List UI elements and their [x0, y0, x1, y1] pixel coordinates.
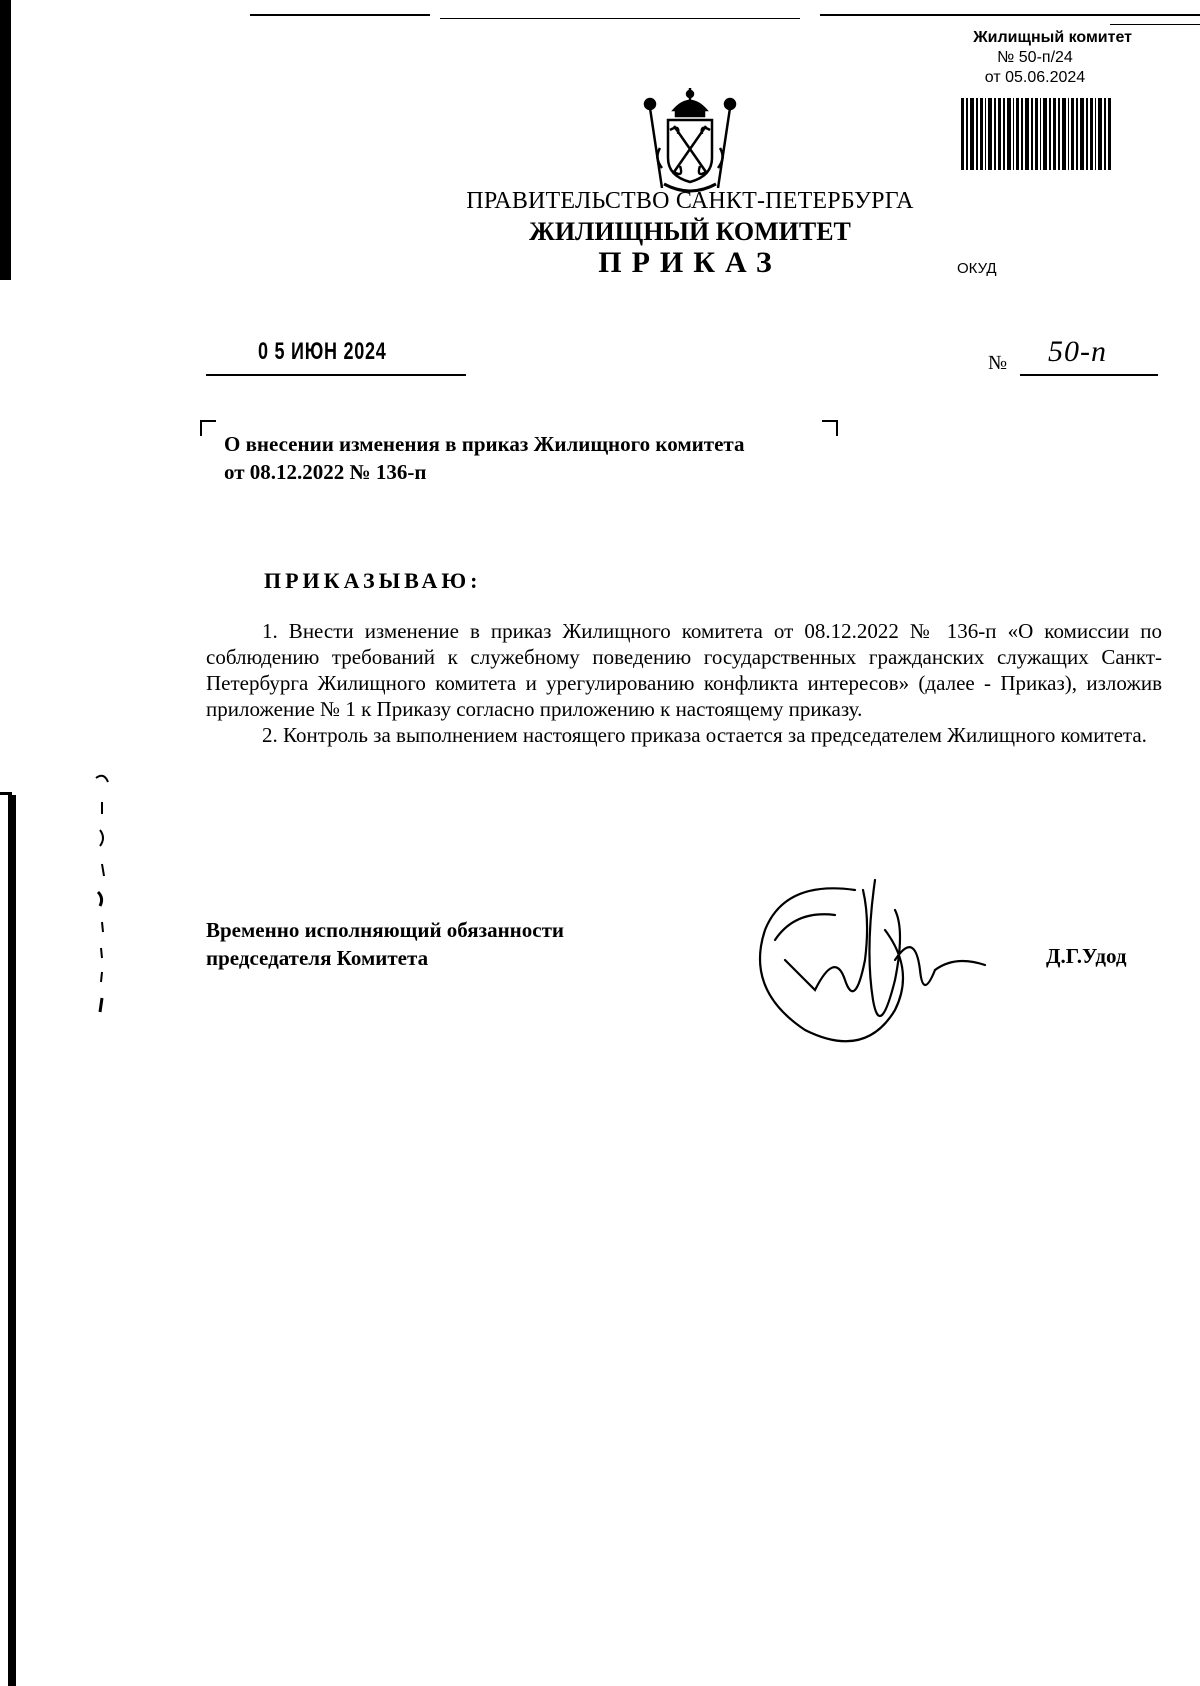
barcode-icon [961, 98, 1111, 170]
date-underline [206, 374, 466, 376]
subject-line-2: от 08.12.2022 № 136-п [224, 460, 427, 484]
body-paragraph-2: 2. Контроль за выполнением настоящего приказа остается за председателем Жилищного комитета. [262, 723, 1147, 747]
scan-line [820, 14, 1200, 16]
scan-line [1110, 24, 1200, 25]
scan-edge-bottom [8, 795, 16, 1686]
government-title: ПРАВИТЕЛЬСТВО САНКТ-ПЕТЕРБУРГА [466, 188, 914, 214]
decree-heading: ПРИКАЗЫВАЮ: [264, 568, 482, 593]
scan-line [440, 18, 800, 19]
number-sign: № [988, 352, 1008, 374]
subject-corner-left [200, 420, 216, 436]
signatory-title-line-2: председателя Комитета [206, 946, 429, 970]
document-type: ПРИКАЗ [598, 246, 782, 279]
document-body [206, 618, 1162, 748]
stamp-date: от 05.06.2024 [984, 69, 1086, 86]
number-underline [1020, 374, 1158, 376]
body-paragraph-1: 1. Внести изменение в приказ Жилищного комитета от 08.12.2022 № 136-п «О комиссии по соблюдению требований к служебному поведению государственных гражданских служащих Санкт-Петербурга Жилищного комитета и урегулированию конфликта интересов» (далее - Приказ), изложив приложение № 1 к Приказу согласно приложению к настоящему приказу. [206, 619, 1162, 721]
signatory-title [206, 916, 564, 972]
okud-label: ОКУД [957, 260, 997, 277]
spb-coat-of-arms-icon [640, 88, 740, 194]
registration-stamp [930, 28, 1140, 88]
signatory-title-line-1: Временно исполняющий обязанности [206, 918, 565, 942]
margin-marks [90, 772, 120, 1022]
handwritten-signature [745, 870, 1005, 1050]
document-date: 0 5 ИЮН 2024 [258, 338, 387, 365]
subject-line-1: О внесении изменения в приказ Жилищного комитета [224, 432, 745, 456]
committee-title: ЖИЛИЩНЫЙ КОМИТЕТ [529, 217, 851, 246]
signatory-name: Д.Г.Удод [1046, 944, 1127, 968]
document-subject [224, 430, 844, 486]
document-number: 50-п [1048, 335, 1107, 368]
stamp-org: Жилищный комитет [973, 29, 1132, 46]
stamp-number: № 50-п/24 [997, 49, 1073, 66]
scan-line [250, 14, 430, 16]
